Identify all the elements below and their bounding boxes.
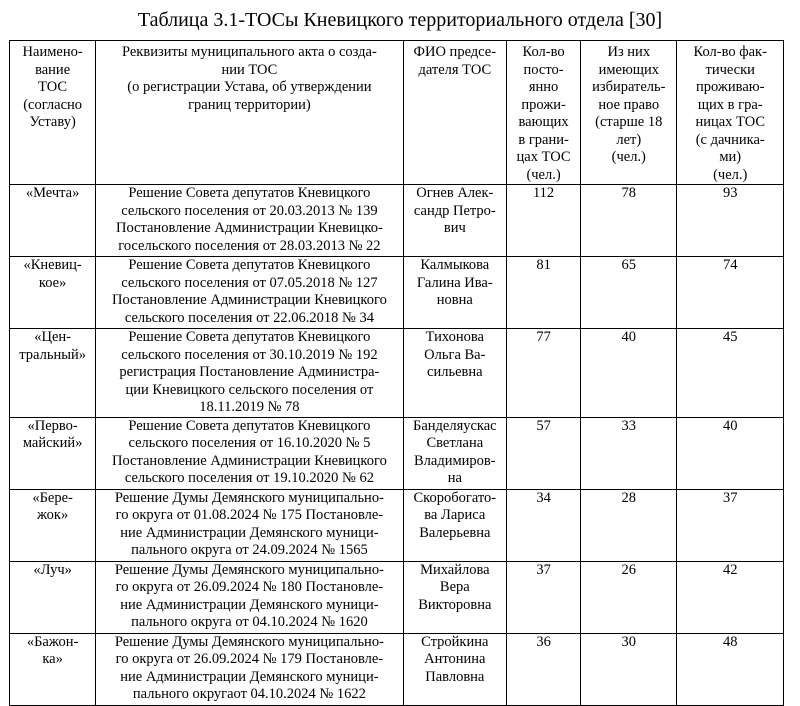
text-line: Михайлова [420, 561, 490, 578]
text-line: Постановление Администрации Кневицкого [111, 452, 387, 469]
table-row [10, 489, 784, 561]
text-line: сельского поселения от 16.10.2020 № 5 [128, 435, 371, 451]
text-line: «Цен- [34, 329, 71, 345]
table-body [10, 185, 784, 706]
tos-name-cell [10, 329, 96, 418]
chairman-name-cell [403, 561, 506, 633]
table-row [10, 633, 784, 705]
text-line: ФИО предсе- [413, 44, 497, 60]
text-line: го округа от 26.09.2024 № 179 Постановле- [115, 651, 384, 667]
voters-count-cell: 30 [581, 633, 677, 705]
tos-name-cell [10, 185, 96, 257]
chairman-name-cell [403, 417, 506, 489]
text-line: Калмыкова [420, 257, 490, 273]
text-line: «Луч» [33, 561, 72, 578]
act-details-cell [96, 561, 403, 633]
text-line: сельского поселения от 19.10.2020 № 62 [124, 470, 374, 486]
actual-count-cell: 93 [677, 185, 784, 257]
header-actual-residents [677, 41, 784, 185]
actual-count-cell: 42 [677, 561, 784, 633]
text-line: избиратель- [592, 79, 666, 95]
text-line: проживаю- [696, 79, 765, 95]
actual-count-cell: 37 [677, 489, 784, 561]
text-line: ное право [598, 96, 660, 113]
act-details-cell [96, 185, 403, 257]
text-line: (чел.) [611, 149, 646, 165]
header-act-details [96, 41, 403, 185]
text-line: Вера [439, 579, 470, 595]
text-line: регистрация Постановление Администра- [119, 364, 380, 380]
actual-count-cell: 48 [677, 633, 784, 705]
table-row [10, 185, 784, 257]
text-line: новна [436, 292, 473, 308]
tos-name-cell [10, 489, 96, 561]
text-line: ТОС [38, 79, 68, 95]
tos-name-cell [10, 561, 96, 633]
tos-table [9, 40, 784, 706]
text-line: ми) [719, 149, 742, 165]
text-line: (о регистрации Устава, об утверждении [127, 79, 372, 95]
text-line: тически [705, 61, 755, 78]
text-line: «Перво- [27, 417, 78, 434]
voters-count-cell: 40 [581, 329, 677, 418]
text-line: го округа от 01.08.2024 № 175 Постановле- [115, 507, 384, 523]
text-line: Стройкина [421, 633, 489, 650]
text-line: пального округаот 04.10.2024 № 1622 [132, 686, 366, 702]
text-line: вающих [518, 114, 569, 130]
text-line: Банделяускас [413, 417, 497, 434]
text-line: Решение Совета депутатов Кневицкого [128, 257, 371, 273]
text-line: сельского поселения от 30.10.2019 № 192 [121, 346, 378, 363]
text-line: дателя ТОС [418, 61, 492, 78]
text-line: Антонина [424, 651, 486, 667]
text-line: нии ТОС [221, 61, 278, 78]
residents-count-cell: 37 [507, 561, 581, 633]
text-line: «Бажон- [26, 633, 79, 650]
text-line: го округа от 26.09.2024 № 180 Постановле- [115, 579, 384, 595]
text-line: Светлана [426, 435, 484, 451]
text-line: «Кневиц- [23, 257, 82, 273]
text-line: Кол-во [522, 44, 565, 60]
text-line: Решение Совета депутатов Кневицкого [128, 185, 371, 201]
text-line: Ольга Ва- [424, 346, 486, 363]
text-line: вание [35, 61, 71, 78]
tos-name-cell [10, 417, 96, 489]
text-line: янно [528, 79, 559, 95]
text-line: посто- [523, 61, 564, 78]
text-line: пального округа от 24.09.2024 № 1565 [131, 542, 368, 558]
voters-count-cell: 26 [581, 561, 677, 633]
residents-count-cell: 57 [507, 417, 581, 489]
text-line: в грани- [518, 131, 569, 148]
chairman-name-cell [403, 329, 506, 418]
text-line: ции Кневицкого сельского поселения от [125, 381, 374, 398]
voters-count-cell: 33 [581, 417, 677, 489]
text-line: ние Администрации Демянского муници- [120, 668, 379, 685]
text-line: Из них [607, 44, 651, 60]
text-line: сельского поселения от 07.05.2018 № 127 [121, 274, 378, 291]
text-line: ка» [42, 651, 63, 667]
text-line: границ территории) [188, 96, 311, 113]
text-line: Скоробогато- [413, 489, 497, 506]
header-tos-name [10, 41, 96, 185]
text-line: сильевна [427, 364, 483, 380]
text-line: Реквизиты муниципального акта о созда- [122, 44, 377, 60]
text-line: на [447, 470, 462, 486]
text-line: Огнев Алек- [416, 185, 494, 201]
chairman-name-cell [403, 185, 506, 257]
text-line: кое» [38, 274, 67, 291]
chairman-name-cell [403, 257, 506, 329]
table-row [10, 561, 784, 633]
text-line: Решение Совета депутатов Кневицкого [128, 417, 371, 434]
text-line: Владимиров- [414, 452, 496, 469]
residents-count-cell: 34 [507, 489, 581, 561]
text-line: вич [443, 220, 466, 236]
act-details-cell [96, 489, 403, 561]
text-line: (старше 18 [595, 114, 663, 130]
tos-name-cell [10, 633, 96, 705]
voters-count-cell: 78 [581, 185, 677, 257]
text-line: (чел.) [526, 166, 561, 183]
tos-name-cell [10, 257, 96, 329]
actual-count-cell: 74 [677, 257, 784, 329]
header-voters [581, 41, 677, 185]
act-details-cell [96, 633, 403, 705]
text-line: Тихонова [425, 329, 484, 345]
chairman-name-cell [403, 489, 506, 561]
act-details-cell [96, 329, 403, 418]
actual-count-cell: 40 [677, 417, 784, 489]
table-row [10, 257, 784, 329]
text-line: Кол-во фак- [693, 44, 767, 60]
text-line: Уставу) [29, 114, 76, 130]
text-line: Викторовна [418, 596, 492, 613]
chairman-name-cell [403, 633, 506, 705]
act-details-cell [96, 257, 403, 329]
table-row [10, 417, 784, 489]
text-line: сельского поселения от 20.03.2013 № 139 [121, 202, 378, 219]
actual-count-cell: 45 [677, 329, 784, 418]
text-line: цах ТОС [516, 149, 571, 165]
table-caption: Таблица 3.1-ТОСы Кневицкого территориального отдела [30] [137, 9, 663, 31]
voters-count-cell: 28 [581, 489, 677, 561]
text-line: (с дачника- [695, 131, 765, 148]
text-line: Постановление Администрации Кневицкого [111, 292, 387, 308]
table-header-row [10, 41, 784, 185]
text-line: имеющих [598, 61, 659, 78]
text-line: пального округа от 04.10.2024 № 1620 [131, 614, 368, 630]
text-line: Наимено- [22, 44, 83, 60]
text-line: ние Администрации Демянского муници- [120, 524, 379, 541]
text-line: ние Администрации Демянского муници- [120, 596, 379, 613]
text-line: сандр Петро- [413, 202, 496, 219]
text-line: «Бере- [32, 489, 73, 506]
text-line: ницах ТОС [695, 114, 766, 130]
text-line: 18.11.2019 № 78 [199, 399, 300, 415]
text-line: Решение Думы Демянского муниципально- [114, 633, 384, 650]
text-line: (чел.) [713, 166, 748, 183]
text-line: щих в гра- [697, 96, 763, 113]
residents-count-cell: 36 [507, 633, 581, 705]
text-line: Павловна [425, 668, 485, 685]
voters-count-cell: 65 [581, 257, 677, 329]
text-line: Решение Совета депутатов Кневицкого [128, 329, 371, 345]
text-line: Решение Думы Демянского муниципально- [114, 489, 384, 506]
text-line: жок» [37, 507, 69, 523]
table-row [10, 329, 784, 418]
text-line: Валерьевна [419, 524, 491, 541]
residents-count-cell: 112 [507, 185, 581, 257]
residents-count-cell: 77 [507, 329, 581, 418]
header-permanent-residents [507, 41, 581, 185]
text-line: тральный» [19, 346, 86, 363]
text-line: лет) [616, 131, 642, 148]
text-line: Решение Думы Демянского муниципально- [114, 561, 384, 578]
text-line: майский» [22, 435, 83, 451]
text-line: «Мечта» [25, 185, 80, 201]
text-line: прожи- [521, 96, 566, 113]
text-line: сельского поселения от 22.06.2018 № 34 [124, 309, 374, 326]
text-line: Постановление Администрации Кневицко- [115, 220, 383, 236]
text-line: (согласно [23, 96, 83, 113]
residents-count-cell: 81 [507, 257, 581, 329]
text-line: госельского поселения от 28.03.2013 № 22 [118, 237, 381, 254]
text-line: ва Лариса [424, 507, 486, 523]
text-line: Галина Ива- [416, 274, 493, 291]
act-details-cell [96, 417, 403, 489]
header-chairman-name [403, 41, 506, 185]
